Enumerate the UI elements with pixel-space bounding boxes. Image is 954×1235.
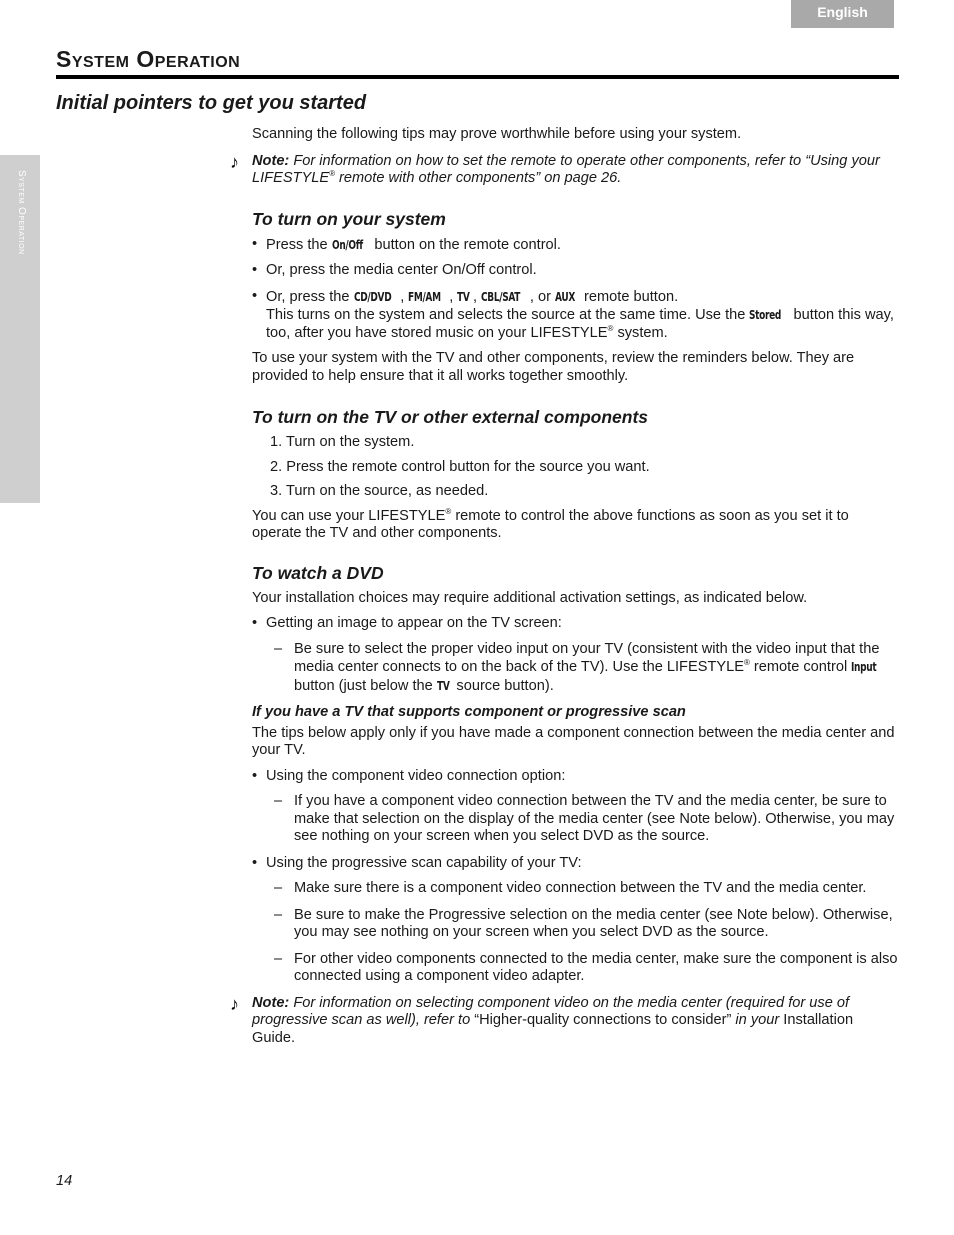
page-number: 14 — [56, 1173, 73, 1189]
note-text: For information on how to set the remote to operate other components, refer to “Using your LIFESTYLE — [252, 152, 880, 186]
side-tab-label: System Operation — [16, 170, 27, 255]
key-label: AUX — [555, 288, 575, 304]
note-label: Note: — [252, 994, 290, 1011]
music-note-icon: ♪ — [230, 151, 239, 172]
progressive-paragraph: The tips below apply only if you have made a component connection between the media center and your TV. — [252, 724, 895, 758]
subheading-dvd: To watch a DVD — [252, 562, 384, 583]
note-text: remote with other components” on page 26. — [334, 170, 622, 186]
progressive-list — [252, 855, 898, 873]
list-item: • Press the On/Off button on the remote control. — [252, 236, 898, 255]
list-item: • Getting an image to appear on the TV screen: — [252, 615, 898, 633]
note-text: For information on selecting component video on the media center (required for use of progressive scan as well), refer to — [252, 994, 850, 1028]
note-block — [230, 151, 898, 188]
turn-on-list — [252, 236, 898, 343]
registered-mark: ® — [329, 169, 335, 179]
subheading-turn-on: To turn on your system — [252, 208, 446, 229]
minor-heading-progressive: If you have a TV that supports component or progressive scan — [252, 704, 686, 720]
key-label: CBL/SAT — [481, 288, 521, 304]
key-label: TV — [457, 288, 470, 304]
step-item: 1. Turn on the system. — [270, 434, 415, 450]
page-content — [230, 126, 898, 1067]
subheading-tv-on: To turn on the TV or other external components — [252, 407, 649, 427]
note-block — [230, 993, 898, 1048]
chapter-title: System Operation — [56, 46, 241, 72]
step-item: 3. Turn on the source, as needed. — [270, 483, 489, 499]
step-item: 2. Press the remote control button for the source you want. — [270, 458, 650, 475]
sublist-item: – For other video components connected to the media center, make sure the component is also connected using a component video adapter. — [252, 951, 898, 986]
registered-mark: ® — [743, 658, 750, 668]
component-sublist — [252, 793, 898, 846]
note-label: Note: — [252, 152, 290, 169]
key-label: On/Off — [331, 236, 363, 252]
chapter-rule — [56, 75, 899, 79]
key-label: Stored — [749, 307, 782, 322]
list-item: • Or, press the media center On/Off control. — [252, 262, 898, 280]
sublist-item: – If you have a component video connection between the TV and the media center, be sure to make that selection on the display of the media center (see Note below). Otherwise, you may see nothing on your screen when you select DVD as the source. — [252, 793, 898, 846]
turn-on-paragraph: To use your system with the TV and other components, review the reminders below. They are provided to help ensure that it all works together smoothly. — [252, 350, 855, 384]
key-label: Input — [851, 659, 877, 674]
list-item: • Using the component video connection option: — [252, 768, 898, 786]
sublist-item: – Be sure to make the Progressive selection on the media center (see Note below). Otherwise, you may see nothing on your screen when you select DVD as the source. — [252, 907, 898, 942]
progressive-sublist — [252, 880, 898, 986]
list-item: • Using the progressive scan capability of your TV: — [252, 855, 898, 873]
key-label: CD/DVD — [353, 288, 391, 304]
music-note-icon: ♪ — [230, 993, 239, 1014]
dvd-paragraph: Your installation choices may require additional activation settings, as indicated below. — [252, 589, 808, 606]
key-label: FM/AM — [408, 288, 442, 304]
note-text: in your — [731, 1012, 784, 1028]
sublist-item: – Be sure to select the proper video input on your TV (consistent with the video input that the media center connects to on the back of the TV). Use the LIFESTYLE® remote control Input button (just below the TV source button). — [252, 641, 898, 696]
reference-title: “Higher-quality connections to consider” — [474, 1012, 732, 1028]
tv-steps-list — [252, 434, 898, 501]
list-item: • Or, press the CD/DVD , FM/AM , TV , CBL/SAT , or AUX remote button. This turns on the system and selects the source at the same time. Use the Stored button this way, too, after you have stored music on your LIFESTYLE® system. — [252, 288, 898, 343]
dvd-list — [252, 615, 898, 633]
registered-mark: ® — [445, 506, 452, 516]
intro-paragraph: Scanning the following tips may prove worthwhile before using your system. — [252, 126, 742, 142]
dvd-sublist — [252, 641, 898, 696]
key-label: TV — [436, 677, 450, 693]
registered-mark: ® — [607, 323, 614, 333]
sublist-item: – Make sure there is a component video connection between the TV and the media center. — [252, 880, 898, 898]
language-tab[interactable]: English — [791, 0, 894, 28]
component-list — [252, 768, 898, 786]
tv-paragraph: You can use your LIFESTYLE® remote to control the above functions as soon as you set it to operate the TV and other components. — [252, 506, 849, 541]
section-title: Initial pointers to get you started — [56, 92, 367, 114]
guide-title: Installation Guide. — [252, 1012, 854, 1046]
